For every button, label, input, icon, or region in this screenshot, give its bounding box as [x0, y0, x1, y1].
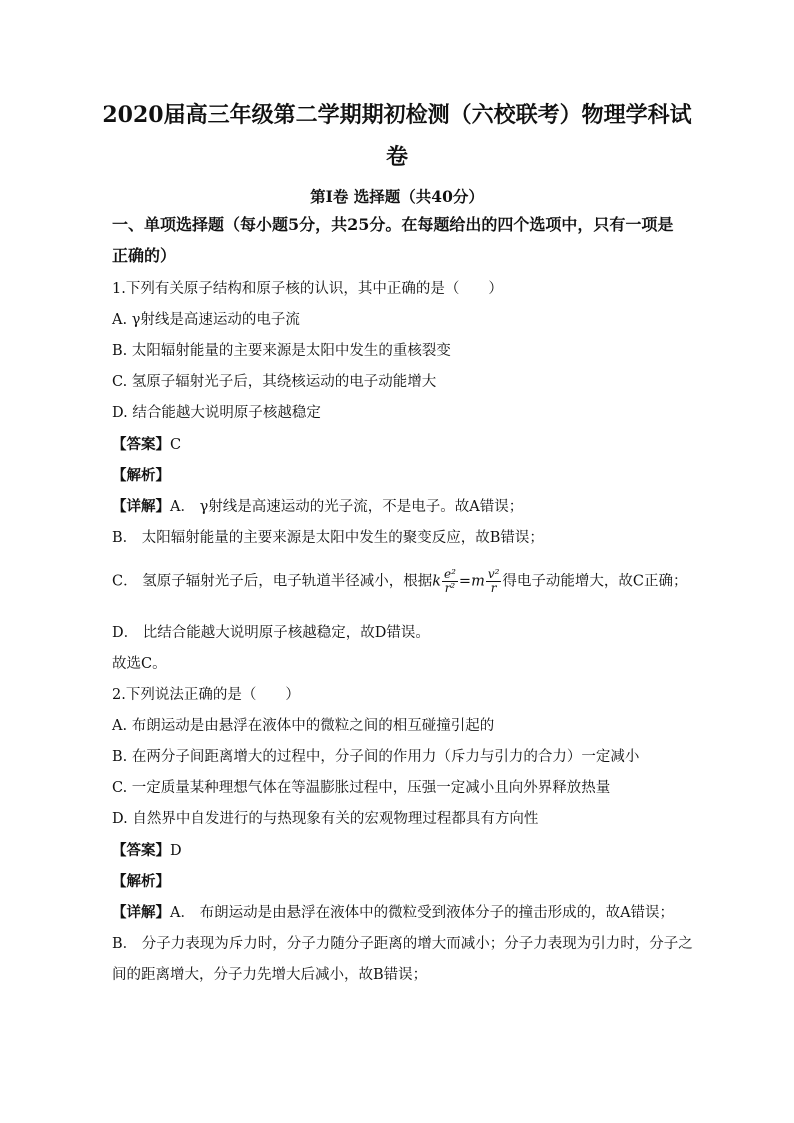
question-2-answer [112, 841, 182, 861]
detail-tag: 【详解】 [112, 904, 170, 921]
formula-numerator-2: v² [487, 567, 500, 581]
answer-value: D [170, 843, 182, 859]
question-1-option-a: A. γ射线是高速运动的电子流 [112, 312, 300, 328]
question-2-detail-b-line-2: 间的距离增大，分子力先增大后减小，故B错误； [112, 967, 428, 983]
detail-a-text: A． γ射线是高速运动的光子流，不是电子。故A错误； [170, 499, 524, 515]
question-1-option-c: C. 氢原子辐射光子后，其绕核运动的电子动能增大 [112, 374, 437, 390]
question-1-stem: 1.下列有关原子结构和原子核的认识，其中正确的是（ ） [112, 281, 503, 297]
answer-tag: 【答案】 [112, 436, 170, 453]
question-2-detail-b-line-1: B． 分子力表现为斥力时，分子力随分子距离的增大而减小；分子力表现为引力时，分子之 [112, 936, 693, 952]
section-heading-line-1: 一、单项选择题（每小题5分，共25分。在每题给出的四个选项中，只有一项是 [112, 215, 674, 234]
question-1-conclusion: 故选C。 [112, 656, 167, 672]
question-1-option-d: D. 结合能越大说明原子核越稳定 [112, 405, 321, 421]
question-1-answer [112, 435, 181, 455]
question-2-analysis-tag [112, 872, 170, 892]
question-1-detail-b: B． 太阳辐射能量的主要来源是太阳中发生的聚变反应，故B错误； [112, 530, 544, 546]
detail-c-text-after: 得电子动能增大，故C正确； [502, 573, 688, 590]
formula-numerator-1: e² [444, 567, 456, 581]
question-2-option-a: A. 布朗运动是由悬浮在液体中的微粒之间的相互碰撞引起的 [112, 718, 495, 734]
detail-a-text: A． 布朗运动是由悬浮在液体中的微粒受到液体分子的撞击形成的，故A错误； [170, 905, 675, 921]
document-title-line-1: 2020届高三年级第二学期期初检测（六校联考）物理学科试 [102, 102, 692, 128]
formula-fraction-2 [486, 568, 502, 595]
detail-tag: 【详解】 [112, 498, 170, 515]
question-2-detail-a [112, 903, 674, 923]
question-2-option-d: D. 自然界中自发进行的与热现象有关的宏观物理过程都具有方向性 [112, 811, 539, 827]
formula-denominator-2: r [490, 581, 497, 595]
formula-fraction-1 [442, 568, 458, 595]
question-2-option-b: B. 在两分子间距离增大的过程中，分子间的作用力（斥力与引力的合力）一定减小 [112, 749, 640, 765]
part-heading: 第Ⅰ卷 选择题（共40分） [310, 187, 484, 206]
question-1-detail-a [112, 497, 523, 517]
question-1-detail-c [112, 568, 688, 595]
answer-tag: 【答案】 [112, 842, 170, 859]
formula-k: k [432, 573, 441, 590]
question-1-analysis-tag [112, 466, 170, 486]
detail-c-text-before: C． 氢原子辐射光子后，电子轨道半径减小，根据 [112, 573, 433, 590]
answer-value: C [170, 437, 182, 453]
analysis-tag: 【解析】 [112, 467, 170, 484]
question-1-option-b: B. 太阳辐射能量的主要来源是太阳中发生的重核裂变 [112, 343, 451, 359]
section-heading-line-2: 正确的） [112, 246, 177, 265]
formula-denominator-1: r² [444, 581, 456, 595]
formula-m: m [471, 573, 485, 590]
question-2-stem: 2.下列说法正确的是（ ） [112, 687, 300, 703]
question-2-option-c: C. 一定质量某种理想气体在等温膨胀过程中，压强一定减小且向外界释放热量 [112, 780, 611, 796]
coulomb-centripetal-formula [432, 568, 502, 595]
document-title-line-2: 卷 [385, 144, 408, 170]
analysis-tag: 【解析】 [112, 873, 170, 890]
formula-equals: = [458, 573, 472, 590]
question-1-detail-d: D． 比结合能越大说明原子核越稳定，故D错误。 [112, 625, 430, 641]
